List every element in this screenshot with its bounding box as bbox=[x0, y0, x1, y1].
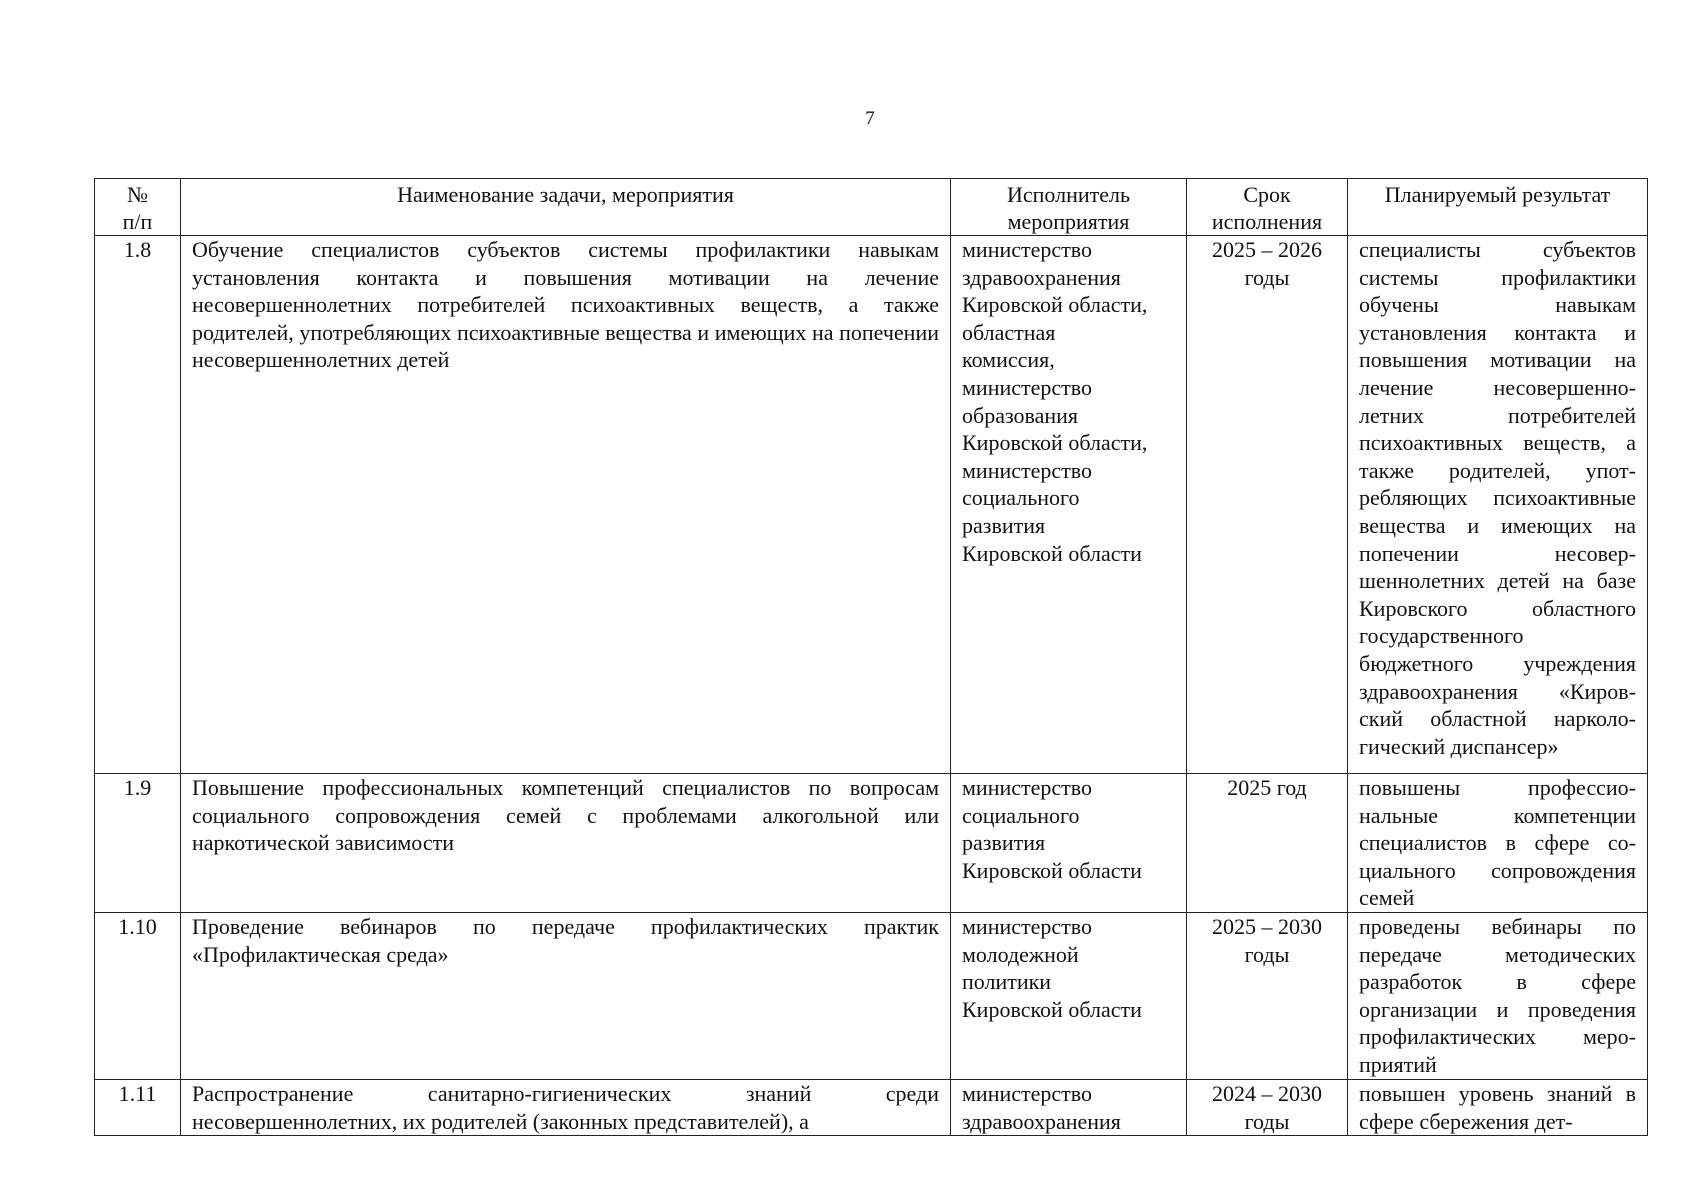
table-row bbox=[95, 236, 1648, 774]
task-description: Проведение вебинаров по передаче профилактических практик «Профилактическая среда» bbox=[181, 913, 951, 1080]
page-number: 7 bbox=[865, 108, 875, 129]
table-row bbox=[95, 774, 1648, 913]
execution-term: 2024 – 2030 годы bbox=[1187, 1080, 1348, 1136]
row-number: 1.11 bbox=[95, 1080, 181, 1136]
planned-result: повышен уровень знаний в сфере сбережения дет- bbox=[1348, 1080, 1648, 1136]
table-row bbox=[95, 1080, 1648, 1136]
planned-result: специалисты субъектов системы профилактики обучены навыкам установления контакта и повышения мотивации на лечение несовершеннолетних потребителей психоактивных веществ, а также родителей, употребляющих психоактивные вещества и имеющих на попечении несовершеннолетних детей на базе Кировского областного государственного бюджетного учреждения здравоохранения «Кировский областной наркологический диспансер» bbox=[1348, 236, 1648, 774]
execution-term: 2025 год bbox=[1187, 774, 1348, 913]
header-task: Наименование задачи, мероприятия bbox=[181, 179, 951, 236]
header-result: Планируемый результат bbox=[1348, 179, 1648, 236]
task-description: Распространение санитарно-гигиенических знаний среди несовершеннолетних, их родителей (законных представителей), а bbox=[181, 1080, 951, 1136]
row-number: 1.10 bbox=[95, 913, 181, 1080]
executor: министерство здравоохранения bbox=[951, 1080, 1187, 1136]
action-plan-table bbox=[94, 178, 1648, 1136]
execution-term: 2025 – 2026 годы bbox=[1187, 236, 1348, 774]
task-description: Обучение специалистов субъектов системы профилактики навыкам установления контакта и повышения мотивации на лечение несовершеннолетних потребителей психоактивных веществ, а также родителей, употребляющих психоактивные вещества и имеющих на попечении несовершеннолетних детей bbox=[181, 236, 951, 774]
execution-term: 2025 – 2030 годы bbox=[1187, 913, 1348, 1080]
header-executor: Исполнитель мероприятия bbox=[951, 179, 1187, 236]
executor: министерство молодежной политики Кировской области bbox=[951, 913, 1187, 1080]
task-description: Повышение профессиональных компетенций специалистов по вопросам социального сопровождения семей с проблемами алкогольной или наркотической зависимости bbox=[181, 774, 951, 913]
executor: министерство социального развития Кировской области bbox=[951, 774, 1187, 913]
table-header-row bbox=[95, 179, 1648, 236]
header-num: № п/п bbox=[95, 179, 181, 236]
planned-result: проведены вебинары по передаче методических разработок в сфере организации и проведения профилактических мероприятий bbox=[1348, 913, 1648, 1080]
planned-result: повышены профессиональные компетенции специалистов в сфере социального сопровождения семей bbox=[1348, 774, 1648, 913]
row-number: 1.9 bbox=[95, 774, 181, 913]
executor: министерство здравоохранения Кировской области, областная комиссия, министерство образования Кировской области, министерство социального развития Кировской области bbox=[951, 236, 1187, 774]
table-row bbox=[95, 913, 1648, 1080]
row-number: 1.8 bbox=[95, 236, 181, 774]
header-term: Срок исполнения bbox=[1187, 179, 1348, 236]
